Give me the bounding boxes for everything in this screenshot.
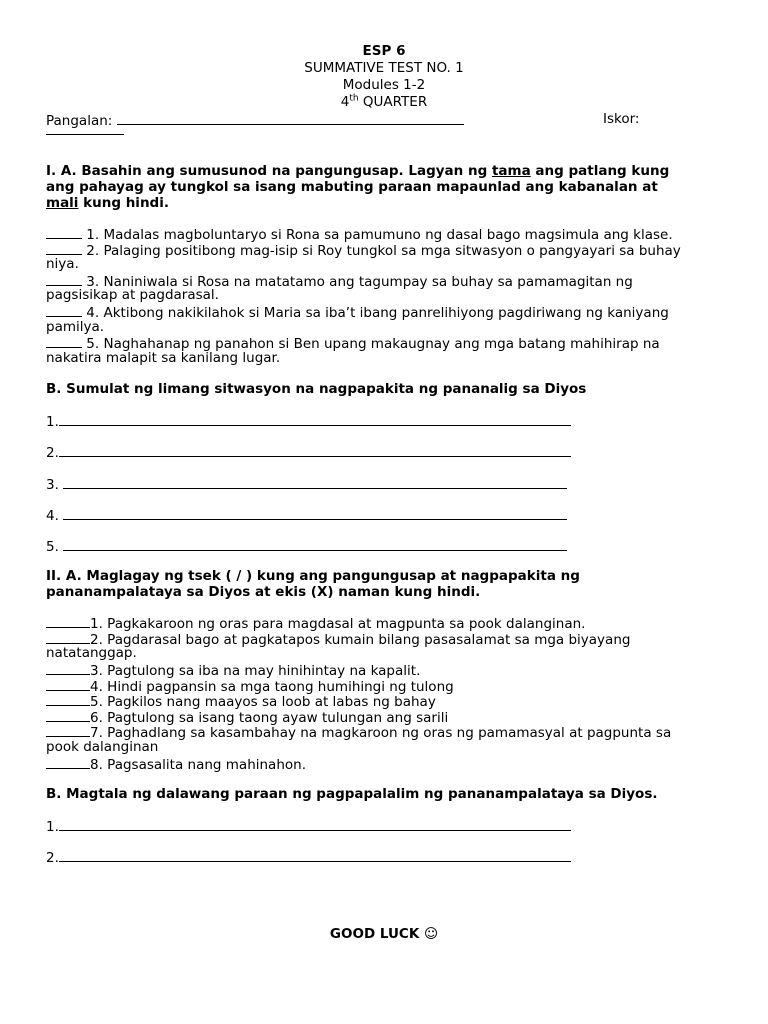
item-text: 4. Aktibong nakikilahok si Maria sa iba’t ibang panrelihiyong pagdiriwang ng kaniyang [86,305,669,321]
item-text: 1. Madalas magboluntaryo si Rona sa pamumuno ng dasal bago magsimula ang klase. [86,227,673,243]
quarter-suffix: th [349,93,359,104]
part1b-line-4 [46,507,567,525]
item-continuation: pagsisikap at pagdarasal. [46,287,219,303]
item-text: 7. Paghadlang sa kasambahay na magkaroon ng oras ng pamamasyal at pagpunta sa [90,725,672,741]
answer-blank[interactable] [46,678,90,691]
quarter-number: 4 [340,94,350,110]
part1b-line-3 [46,476,567,494]
item-continuation: nakatira malapit sa kanilang lugar. [46,350,281,366]
part2b-line-1 [46,818,571,836]
write-line[interactable] [59,413,571,426]
write-line[interactable] [59,849,571,862]
item-text: 5. Naghahanap ng panahon si Ben upang makaugnay ang mga batang mahihirap na [86,336,660,352]
name-blank[interactable] [117,112,464,125]
part1a-instr-mid: ang patlang kung [530,163,670,179]
line-number: 1. [46,414,59,430]
item-continuation: niya. [46,256,79,272]
answer-blank[interactable] [46,335,82,348]
answer-blank[interactable] [46,756,90,769]
answer-blank[interactable] [46,631,90,644]
item-text: 2. Palaging positibong mag-isip si Roy tungkol sa mga sitwasyon o pangyayari sa buhay [86,243,681,259]
answer-blank[interactable] [46,693,90,706]
item-text: 2. Pagdarasal bago at pagkatapos kumain bilang pasasalamat sa mga biyayang [90,632,631,648]
answer-blank[interactable] [46,662,90,675]
item-text: 6. Pagtulong sa isang taong ayaw tulungan ang sarili [90,710,449,726]
item-continuation: pook dalanginan [46,739,159,755]
item-text: 4. Hindi pagpansin sa mga taong humihingi ng tulong [90,679,454,695]
answer-blank[interactable] [46,273,82,286]
line-number: 1. [46,819,59,835]
part2a-item [46,615,585,633]
write-line[interactable] [63,476,567,489]
part2b-line-2 [46,849,571,867]
part1b-line-1 [46,413,571,431]
quarter-line [0,95,768,111]
item-continuation: natatanggap. [46,645,137,661]
score-label: Iskor: [603,111,640,127]
part1a-instructions-line1 [46,164,669,180]
score-blank[interactable] [46,134,124,135]
part1a-instr-end: kung hindi. [78,195,169,211]
item-text: 1. Pagkakaroon ng oras para magdasal at magpunta sa pook dalanginan. [90,616,586,632]
part1b-line-2 [46,444,571,462]
write-line[interactable] [63,538,567,551]
part1a-instructions-line3 [46,196,169,212]
part2a-instructions-line1: II. A. Maglagay ng tsek ( / ) kung ang pangungusap at nagpapakita ng [46,568,580,584]
answer-blank[interactable] [46,724,90,737]
subject-title: ESP 6 [362,43,406,59]
line-number: 5. [46,539,59,555]
item-text: 3. Pagtulong sa iba na may hinihintay na kapalit. [90,663,421,679]
item-text: 8. Pagsasalita nang mahinahon. [90,757,306,773]
part1b-line-5 [46,538,567,556]
quarter-label: QUARTER [362,94,428,110]
tama-word: tama [491,163,531,179]
part1a-item [46,226,673,244]
part1b-instructions: B. Sumulat ng limang sitwasyon na nagpapakita ng pananalig sa Diyos [46,381,587,397]
line-number: 2. [46,445,59,461]
modules-line: Modules 1-2 [342,77,426,93]
mali-word: mali [46,195,79,211]
answer-blank[interactable] [46,709,90,722]
test-title: SUMMATIVE TEST NO. 1 [304,60,464,76]
item-text: 3. Naniniwala si Rosa na matatamo ang tagumpay sa buhay sa pamamagitan ng [86,274,633,290]
answer-blank[interactable] [46,615,90,628]
part1a-instructions-line2: ang pahayag ay tungkol sa isang mabuting paraan mapaunlad ang kabanalan at [46,179,658,195]
answer-blank[interactable] [46,304,82,317]
name-label: Pangalan: [46,113,113,129]
answer-blank[interactable] [46,242,82,255]
part1a-instr-text: I. A. Basahin ang sumusunod na pangungusap. Lagyan ng [46,163,492,179]
write-line[interactable] [63,507,567,520]
line-number: 4. [46,508,59,524]
good-luck-message: GOOD LUCK ☺ [329,926,439,942]
part2a-item [46,693,436,711]
line-number: 3. [46,477,59,493]
item-continuation: pamilya. [46,319,105,335]
part1a-item [46,242,681,260]
part1a-item [46,304,669,322]
item-text: 5. Pagkilos nang maayos sa loob at labas ng bahay [90,694,436,710]
line-number: 2. [46,850,59,866]
name-field [46,112,464,130]
part2a-instructions-line2: pananampalataya sa Diyos at ekis (X) naman kung hindi. [46,584,481,600]
part2a-item [46,756,306,774]
part2a-item [46,662,420,680]
write-line[interactable] [59,444,571,457]
write-line[interactable] [59,818,571,831]
part2b-instructions: B. Magtala ng dalawang paraan ng pagpapalalim ng pananampalataya sa Diyos. [46,786,658,802]
answer-blank[interactable] [46,226,82,239]
